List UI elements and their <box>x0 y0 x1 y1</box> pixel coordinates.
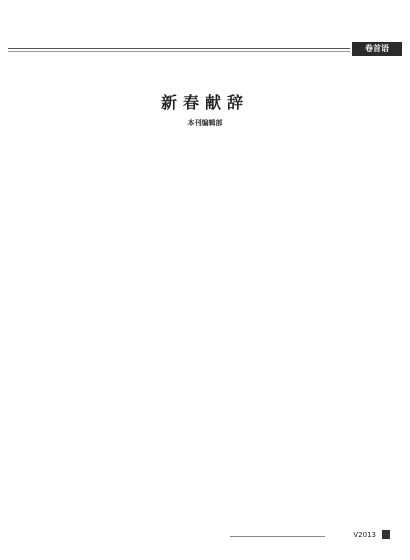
article-title: 新春献辞 <box>160 93 249 112</box>
issue-label: V2013 <box>353 530 376 539</box>
article-byline: 本刊编辑部 <box>187 119 223 127</box>
article-column-left <box>38 132 203 517</box>
article-column-right <box>212 132 377 517</box>
footer <box>353 530 390 539</box>
header-rule-secondary <box>8 51 350 52</box>
page-marker-icon <box>382 530 390 539</box>
footer-rule <box>230 536 325 537</box>
header-rule <box>8 48 350 49</box>
section-tag: 卷首语 <box>352 42 402 56</box>
